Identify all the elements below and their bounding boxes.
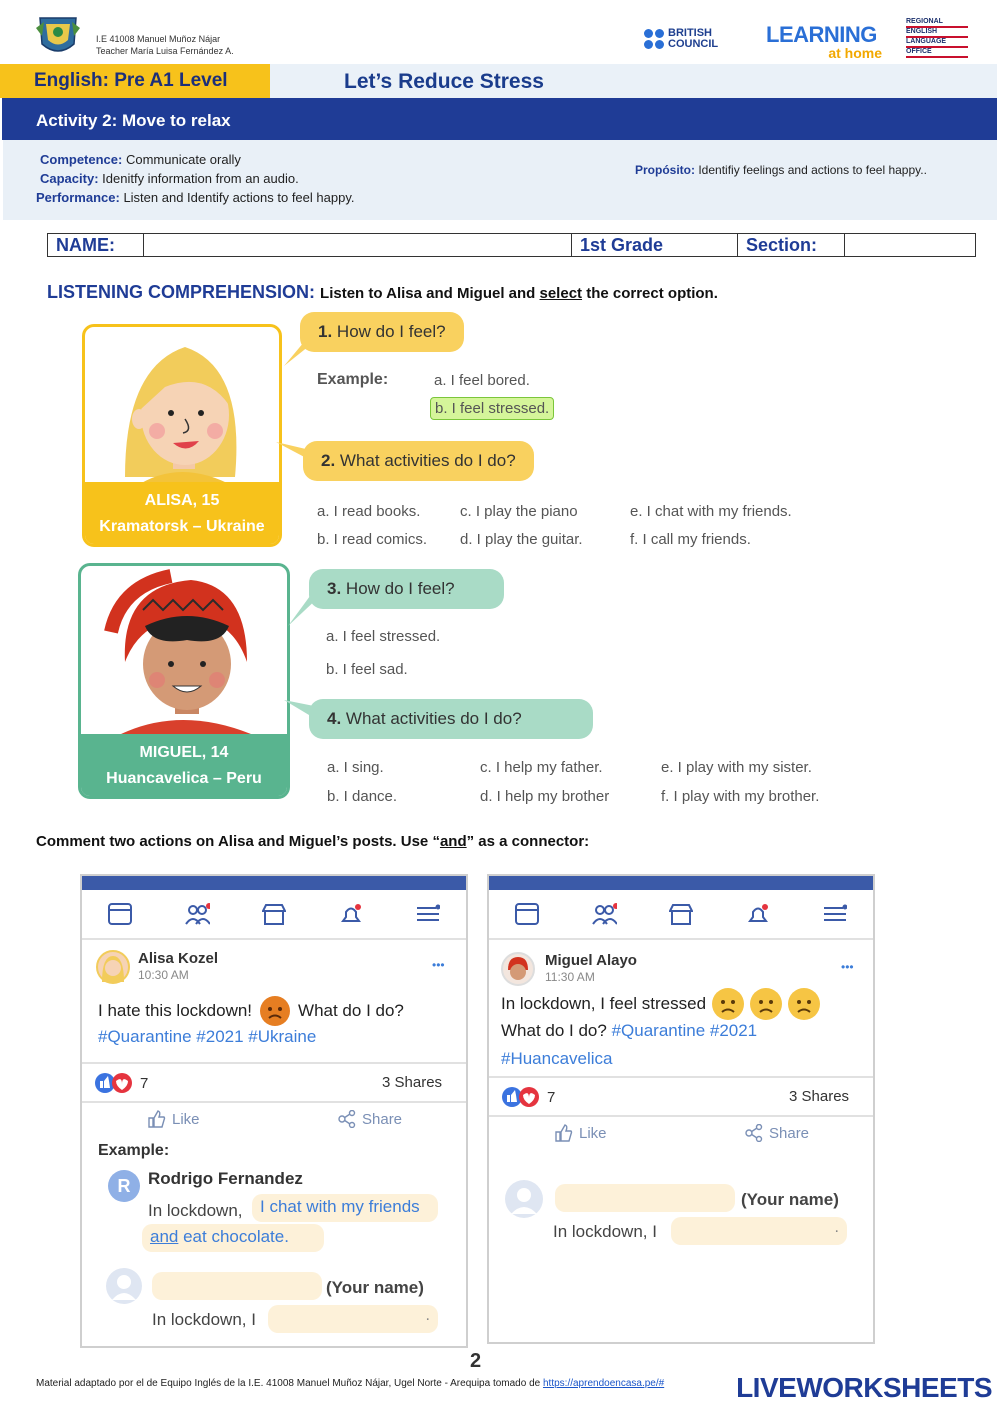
capacity-line	[40, 171, 299, 186]
miguel-post-time: 11:30 AM	[545, 970, 595, 984]
miguel-post-text-2-row	[501, 1017, 757, 1045]
comment-instruction-pre: Comment two actions on Alisa and Miguel’s posts. Use “	[36, 833, 440, 850]
divider	[82, 1101, 466, 1103]
performance-label: Performance:	[36, 190, 120, 205]
section-label: Section:	[738, 234, 845, 256]
q1-option-b[interactable]: b. I feel stressed.	[430, 397, 554, 420]
miguel-reactions[interactable]	[501, 1086, 555, 1108]
post-top-bar	[489, 876, 873, 890]
like-love-reaction-icon	[501, 1086, 541, 1108]
miguel-comment-input[interactable]: .	[671, 1217, 847, 1245]
q4-option-a[interactable]: a. I sing.	[327, 759, 384, 776]
q3-option-a[interactable]: a. I feel stressed.	[326, 628, 441, 645]
q4-option-f[interactable]: f. I play with my brother.	[661, 788, 820, 805]
store-icon[interactable]	[668, 901, 694, 927]
miguel-your-name-input[interactable]	[555, 1184, 735, 1212]
browser-icon[interactable]	[514, 901, 540, 927]
listening-instruction-pre: Listen to Alisa and Miguel and	[320, 285, 540, 302]
alisa-reactions[interactable]	[94, 1072, 148, 1094]
alisa-post	[80, 874, 468, 1348]
miguel-like-button[interactable]	[555, 1124, 607, 1142]
british-council-text-2: COUNCIL	[668, 38, 719, 50]
alisa-name-age: ALISA, 15	[144, 492, 220, 509]
alisa-your-name-input[interactable]	[152, 1272, 322, 1300]
miguel-post-author: Miguel Alayo	[545, 952, 637, 969]
british-council-logo	[644, 28, 718, 50]
menu-icon[interactable]	[415, 901, 441, 927]
like-love-reaction-icon	[94, 1072, 134, 1094]
user-avatar-icon	[106, 1268, 142, 1304]
browser-icon[interactable]	[107, 901, 133, 927]
name-input[interactable]	[144, 234, 572, 256]
example-text-1: In lockdown,	[148, 1201, 243, 1220]
menu-icon[interactable]	[822, 901, 848, 927]
alisa-shares-count: 3 Shares	[382, 1074, 443, 1091]
miguel-post-hashtag-1[interactable]: #Quarantine #2021	[611, 1021, 758, 1040]
example-fill-2-text: eat chocolate.	[178, 1227, 289, 1246]
grade-label: 1st Grade	[572, 234, 738, 256]
relo-line-3: LANGUAGE	[906, 38, 968, 48]
miguel-your-name-label: (Your name)	[741, 1190, 839, 1209]
q2-option-a[interactable]: a. I read books.	[317, 503, 421, 520]
capacity-label: Capacity:	[40, 171, 99, 186]
alisa-in-lockdown: In lockdown, I	[152, 1310, 256, 1329]
q4-option-d[interactable]: d. I help my brother	[480, 788, 610, 805]
question-1-number: 1.	[318, 322, 333, 341]
relo-line-2: ENGLISH	[906, 28, 968, 38]
performance-line	[36, 190, 354, 205]
store-icon[interactable]	[261, 901, 287, 927]
proposito-value: Identifiy feelings and actions to feel happy..	[698, 163, 927, 177]
activity-title: Activity 2: Move to relax	[2, 98, 997, 140]
listening-instruction-post: the correct option.	[582, 285, 718, 302]
post-top-bar	[82, 876, 466, 890]
miguel-post-text-2: What do I do?	[501, 1021, 607, 1040]
alisa-post-time: 10:30 AM	[138, 968, 189, 982]
q2-option-d[interactable]: d. I play the guitar.	[460, 531, 583, 548]
footer-text: Material adaptado por el de Equipo Inglés de la I.E. 41008 Manuel Muñoz Nájar, Ugel Norte - Arequipa tomado de	[36, 1378, 543, 1389]
post-nav-bar	[489, 890, 873, 940]
question-1-bubble	[300, 312, 464, 352]
miguel-name-age: MIGUEL, 14	[139, 744, 229, 761]
page-number: 2	[470, 1350, 482, 1372]
q2-option-c[interactable]: c. I play the piano	[460, 503, 578, 520]
post-example-label: Example:	[98, 1142, 170, 1159]
alisa-like-label: Like	[172, 1110, 200, 1128]
example-fill-2	[142, 1224, 324, 1252]
question-2-number: 2.	[321, 451, 336, 470]
example-label: Example:	[317, 371, 389, 388]
performance-value: Listen and Identify actions to feel happy.	[123, 190, 355, 205]
example-author: Rodrigo Fernandez	[148, 1169, 303, 1188]
bubble-tail-4-icon	[284, 700, 314, 720]
name-table	[47, 233, 976, 257]
share-icon	[745, 1124, 763, 1142]
anxious-face-icon	[750, 988, 782, 1020]
school-logo	[34, 14, 82, 58]
miguel-avatar	[501, 952, 535, 986]
proposito-line	[635, 163, 927, 177]
miguel-post-text-1: In lockdown, I feel stressed	[501, 994, 707, 1013]
bubble-tail-3-icon	[288, 596, 320, 626]
q4-option-e[interactable]: e. I play with my sister.	[661, 759, 812, 776]
question-4-bubble	[309, 699, 593, 739]
q2-option-b[interactable]: b. I read comics.	[317, 531, 428, 548]
divider	[489, 1115, 873, 1117]
divider	[489, 1076, 873, 1078]
capacity-value: Idenitfy information from an audio.	[102, 171, 299, 186]
example-fill-1: I chat with my friends	[252, 1194, 438, 1222]
miguel-like-label: Like	[579, 1124, 607, 1142]
liveworksheets-text: LIVEWORKSHEETS	[736, 1372, 992, 1403]
q4-option-b[interactable]: b. I dance.	[327, 788, 398, 805]
at-home-text: at home	[828, 45, 882, 61]
question-3-bubble	[309, 569, 504, 609]
bell-icon[interactable]	[338, 901, 364, 927]
bell-icon[interactable]	[745, 901, 771, 927]
school-line-2: Teacher María Luisa Fernández A.	[96, 46, 234, 56]
competence-label: Competence:	[40, 152, 123, 167]
question-4-number: 4.	[327, 709, 342, 728]
listening-title: LISTENING COMPREHENSION:	[47, 282, 316, 302]
friends-icon[interactable]	[184, 901, 210, 927]
alisa-card	[82, 324, 282, 547]
relo-line-4: OFFICE	[906, 48, 968, 58]
anxious-face-icon	[712, 988, 744, 1020]
section-input[interactable]	[845, 234, 975, 256]
alisa-share-label: Share	[362, 1110, 403, 1128]
divider	[82, 1062, 466, 1064]
alisa-post-hashtags[interactable]: #Quarantine #2021 #Ukraine	[98, 1027, 317, 1046]
learning-text: LEARNING	[766, 22, 877, 47]
alisa-reaction-count: 7	[140, 1074, 149, 1092]
footer-link[interactable]: https://aprendoencasa.pe/#	[542, 1378, 665, 1389]
comment-instruction-and: and	[439, 833, 467, 850]
alisa-label	[85, 482, 279, 544]
miguel-in-lockdown: In lockdown, I	[553, 1222, 657, 1241]
alisa-like-button[interactable]	[148, 1110, 200, 1128]
page-title: Let’s Reduce Stress	[270, 64, 997, 98]
miguel-post	[487, 874, 875, 1344]
alisa-avatar	[96, 950, 130, 984]
british-council-dots-icon	[644, 29, 664, 49]
rodrigo-avatar: R	[108, 1170, 140, 1202]
anxious-face-icon	[788, 988, 820, 1020]
miguel-portrait-icon	[81, 566, 287, 734]
thumbs-up-icon	[555, 1124, 573, 1142]
user-avatar-icon	[505, 1180, 543, 1218]
competence-value: Communicate orally	[125, 152, 241, 167]
miguel-reaction-count: 7	[547, 1088, 556, 1106]
info-box	[3, 140, 997, 220]
question-3-text: How do I feel?	[345, 579, 455, 598]
q3-option-b[interactable]: b. I feel sad.	[326, 661, 408, 678]
question-3-number: 3.	[327, 579, 342, 598]
miguel-shares-count: 3 Shares	[789, 1088, 850, 1105]
school-info	[96, 33, 234, 57]
angry-face-icon	[260, 996, 290, 1026]
question-2-text: What activities do I do?	[339, 451, 516, 470]
share-icon	[338, 1110, 356, 1128]
alisa-portrait-icon	[85, 327, 279, 487]
alisa-post-text-2: What do I do?	[298, 1001, 404, 1020]
miguel-place: Huancavelica – Peru	[106, 770, 262, 787]
proposito-label: Propósito:	[635, 163, 695, 177]
miguel-post-text-row	[501, 988, 820, 1020]
alisa-post-text	[98, 996, 404, 1026]
comment-instruction	[36, 833, 589, 850]
relo-logo	[906, 18, 968, 58]
relo-line-1: REGIONAL	[906, 18, 968, 28]
alisa-post-author: Alisa Kozel	[138, 950, 219, 967]
school-line-1: I.E 41008 Manuel Muñoz Nájar	[96, 34, 221, 44]
more-options-icon[interactable]: •••	[432, 958, 445, 972]
q1-option-a[interactable]: a. I feel bored.	[434, 372, 530, 389]
miguel-card	[78, 563, 290, 799]
learning-at-home-logo	[766, 24, 882, 60]
alisa-post-text-1: I hate this lockdown!	[98, 1001, 253, 1020]
example-and: and	[150, 1227, 179, 1246]
question-2-bubble	[303, 441, 534, 481]
alisa-share-button[interactable]	[338, 1110, 402, 1128]
bubble-tail-1-icon	[284, 342, 314, 366]
competence-line	[40, 152, 241, 167]
post-nav-bar	[82, 890, 466, 940]
listening-instruction-select: select	[539, 285, 583, 302]
alisa-comment-input[interactable]: .	[268, 1305, 438, 1333]
question-4-text: What activities do I do?	[345, 709, 522, 728]
miguel-post-hashtag-2[interactable]: #Huancavelica	[501, 1049, 613, 1068]
miguel-share-button[interactable]	[745, 1124, 809, 1142]
q2-option-e[interactable]: e. I chat with my friends.	[630, 503, 792, 520]
question-1-text: How do I feel?	[336, 322, 446, 341]
alisa-your-name-label: (Your name)	[326, 1278, 424, 1297]
name-label: NAME:	[48, 234, 144, 256]
comment-instruction-post: ” as a connector:	[466, 833, 590, 850]
alisa-place: Kramatorsk – Ukraine	[99, 518, 265, 535]
miguel-share-label: Share	[769, 1124, 810, 1142]
q2-option-f[interactable]: f. I call my friends.	[630, 531, 751, 548]
miguel-label	[81, 734, 287, 796]
more-options-icon[interactable]: •••	[841, 960, 854, 974]
friends-icon[interactable]	[591, 901, 617, 927]
q4-option-c[interactable]: c. I help my father.	[480, 759, 603, 776]
liveworksheets-brand	[736, 1372, 992, 1404]
bubble-tail-2-icon	[276, 440, 310, 462]
level-band: English: Pre A1 Level	[0, 64, 270, 98]
footer	[36, 1378, 664, 1389]
british-council-text-1: BRITISH	[668, 27, 712, 39]
thumbs-up-icon	[148, 1110, 166, 1128]
listening-heading	[47, 282, 718, 303]
